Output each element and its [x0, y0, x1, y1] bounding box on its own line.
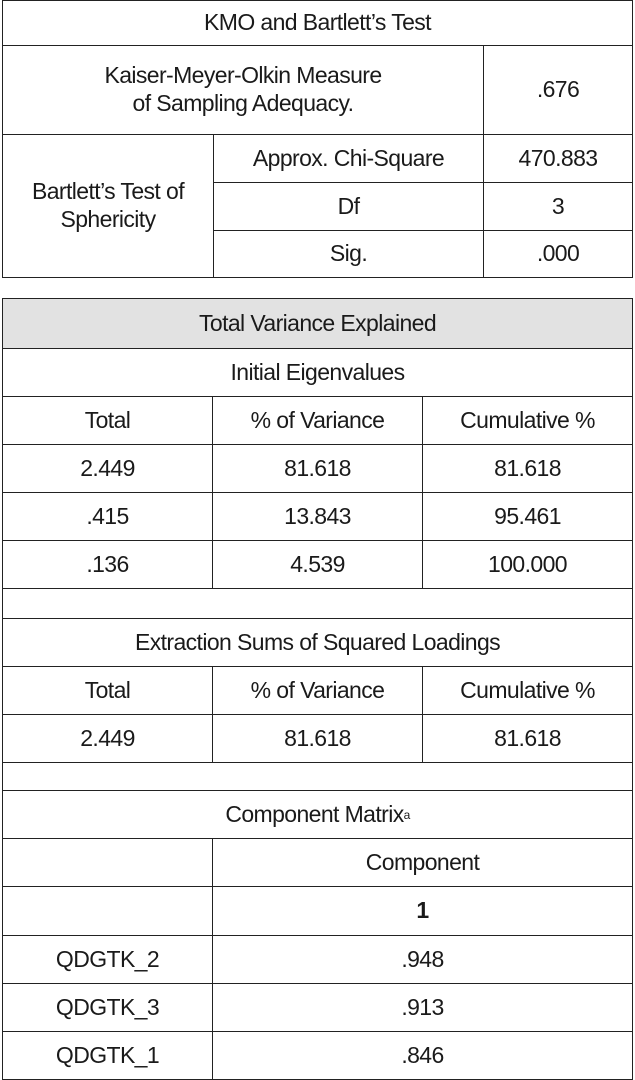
table-cell: 95.461 — [423, 493, 633, 541]
table-row — [3, 1032, 633, 1080]
kmo-table-title: KMO and Bartlett’s Test — [3, 1, 633, 46]
extraction-col-cumulative: Cumulative % — [423, 667, 633, 715]
table-cell: 2.449 — [3, 715, 213, 763]
component-matrix-footnote-mark: a — [403, 807, 410, 822]
table-cell: 81.618 — [213, 445, 423, 493]
kmo-label-line2: of Sampling Adequacy. — [132, 90, 354, 116]
table-cell: 13.843 — [213, 493, 423, 541]
chi-square-value: 470.883 — [484, 135, 633, 183]
kmo-label-line1: Kaiser-Meyer-Olkin Measure — [104, 62, 382, 89]
spacer-row — [3, 589, 633, 619]
table-row — [3, 715, 633, 763]
table-cell: .415 — [3, 493, 213, 541]
kmo-value: .676 — [484, 46, 633, 135]
variance-table-title: Total Variance Explained — [3, 299, 633, 349]
component-label: Component — [213, 839, 633, 887]
table-row — [3, 541, 633, 589]
table-cell: 4.539 — [213, 541, 423, 589]
empty-cell — [3, 839, 213, 887]
table-row — [3, 493, 633, 541]
kmo-bartlett-table — [2, 0, 633, 278]
df-label: Df — [214, 183, 484, 231]
component-number: 1 — [213, 887, 633, 936]
table-cell: .136 — [3, 541, 213, 589]
extraction-heading: Extraction Sums of Squared Loadings — [3, 619, 633, 667]
loading-value: .948 — [213, 936, 633, 984]
sig-label: Sig. — [214, 231, 484, 278]
initial-col-total: Total — [3, 397, 213, 445]
bartlett-label-line1: Bartlett’s Test of — [32, 178, 184, 205]
kmo-label — [3, 46, 484, 135]
initial-eigenvalues-heading: Initial Eigenvalues — [3, 349, 633, 397]
extraction-col-variance: % of Variance — [213, 667, 423, 715]
variable-name: QDGTK_2 — [3, 936, 213, 984]
table-row — [3, 445, 633, 493]
spacer-row — [3, 763, 633, 791]
component-matrix-heading — [3, 791, 633, 839]
total-variance-table — [2, 298, 633, 1080]
table-cell: 100.000 — [423, 541, 633, 589]
variable-name: QDGTK_1 — [3, 1032, 213, 1080]
sig-value: .000 — [484, 231, 633, 278]
bartlett-label-line2: Sphericity — [60, 206, 156, 232]
initial-col-cumulative: Cumulative % — [423, 397, 633, 445]
loading-value: .846 — [213, 1032, 633, 1080]
table-row — [3, 984, 633, 1032]
loading-value: .913 — [213, 984, 633, 1032]
empty-cell — [3, 887, 213, 936]
component-matrix-title: Component Matrix — [225, 800, 404, 827]
table-cell: 81.618 — [423, 445, 633, 493]
chi-square-label: Approx. Chi-Square — [214, 135, 484, 183]
variable-name: QDGTK_3 — [3, 984, 213, 1032]
initial-col-variance: % of Variance — [213, 397, 423, 445]
df-value: 3 — [484, 183, 633, 231]
table-cell: 81.618 — [213, 715, 423, 763]
bartlett-label — [3, 135, 214, 278]
table-cell: 81.618 — [423, 715, 633, 763]
table-row — [3, 936, 633, 984]
table-cell: 2.449 — [3, 445, 213, 493]
extraction-col-total: Total — [3, 667, 213, 715]
